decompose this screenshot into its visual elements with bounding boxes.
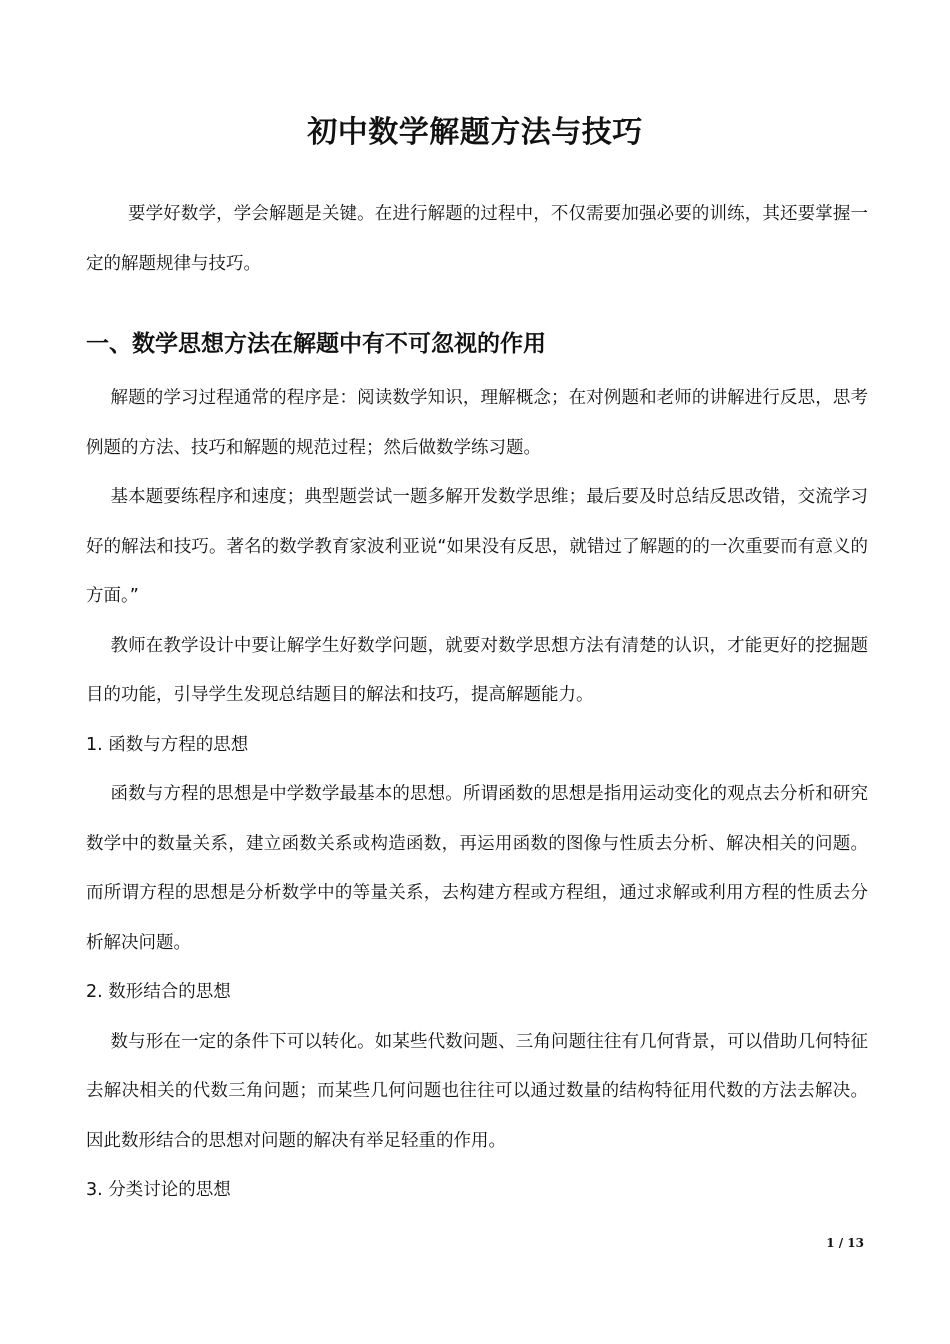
document-body [86,190,868,1216]
intro-paragraph: 要学好数学，学会解题是关键。在进行解题的过程中，不仅需要加强必要的训练，其还要掌握一定的解题规律与技巧。 [86,204,868,274]
section-heading: 一、数学思想方法在解题中有不可忽视的作用 [86,331,546,357]
body-paragraph: 教师在教学设计中要让解学生好数学问题，就要对数学思想方法有清楚的认识，才能更好的挖掘题目的功能，引导学生发现总结题目的解法和技巧，提高解题能力。 [86,635,868,705]
body-paragraph: 解题的学习过程通常的程序是：阅读数学知识，理解概念；在对例题和老师的讲解进行反思，思考例题的方法、技巧和解题的规范过程；然后做数学练习题。 [86,388,868,458]
body-paragraph: 函数与方程的思想是中学数学最基本的思想。所谓函数的思想是指用运动变化的观点去分析和研究数学中的数量关系，建立函数关系或构造函数，再运用函数的图像与性质去分析、解决相关的问题。而所谓方程的思想是分析数学中的等量关系，去构建方程或方程组，通过求解或利用方程的性质去分析解决问题。 [86,784,868,953]
page-number: 1 / 13 [826,1236,864,1250]
subsection-heading: 1. 函数与方程的思想 [86,734,249,755]
body-paragraph: 数与形在一定的条件下可以转化。如某些代数问题、三角问题往往有几何背景，可以借助几何特征去解决相关的代数三角问题；而某些几何问题也往往可以通过数量的结构特征用代数的方法去解决。因此数形结合的思想对问题的解决有举足轻重的作用。 [86,1031,868,1151]
body-paragraph: 基本题要练程序和速度；典型题尝试一题多解开发数学思维；最后要及时总结反思改错，交流学习好的解法和技巧。著名的数学教育家波利亚说“如果没有反思，就错过了解题的的一次重要而有意义的方面。” [86,487,868,606]
subsection-heading: 2. 数形结合的思想 [86,982,231,1002]
subsection-heading: 3. 分类讨论的思想 [86,1180,231,1200]
document-title: 初中数学解题方法与技巧 [307,115,643,150]
